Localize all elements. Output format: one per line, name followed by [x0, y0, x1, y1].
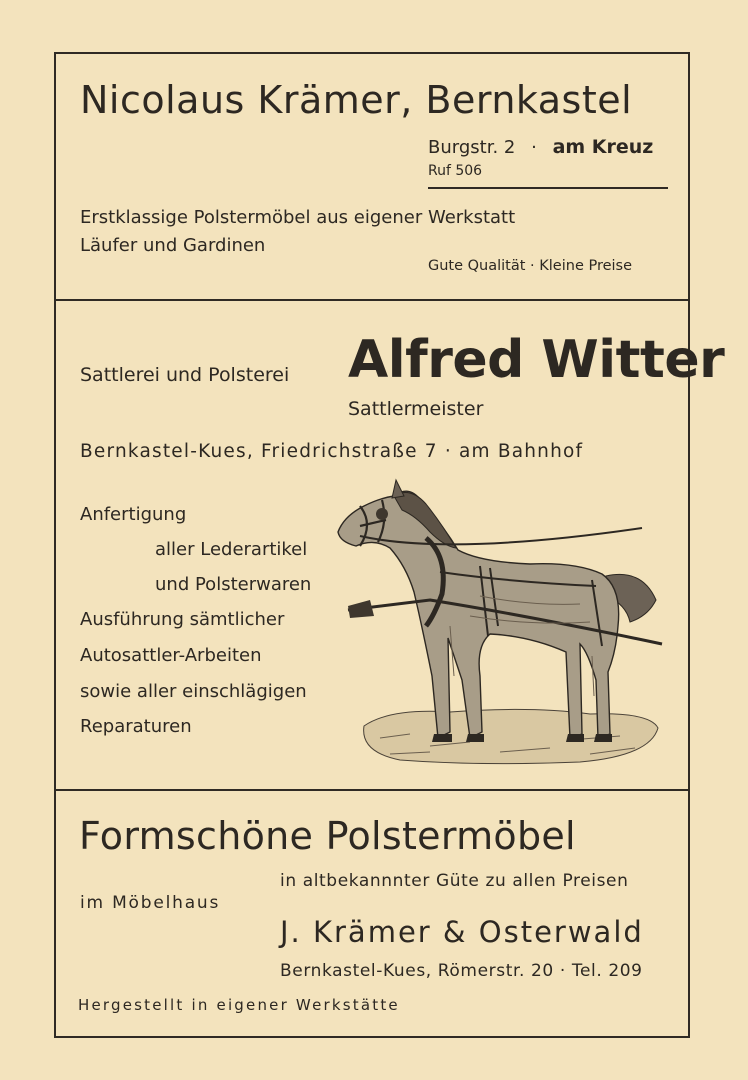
ad2-service-item: Reparaturen — [80, 716, 192, 737]
ad1-line2: Läufer und Gardinen — [80, 235, 266, 256]
harnessed-horse-icon — [330, 476, 670, 768]
ad3-address: Bernkastel-Kues, Römerstr. 20 · Tel. 209 — [280, 961, 643, 981]
ad3-company: J. Krämer & Osterwald — [280, 915, 644, 949]
ad3-made: Hergestellt in eigener Werkstätte — [78, 996, 400, 1014]
ad2-service-item: Anfertigung — [80, 504, 187, 525]
ad2-title: Sattlermeister — [348, 398, 484, 420]
ad2-service-item: Ausführung sämtlicher — [80, 609, 285, 630]
ad1-title: Nicolaus Krämer, Bernkastel — [80, 78, 633, 122]
ad1-slogan: Gute Qualität · Kleine Preise — [428, 258, 633, 274]
ad2-service-item: Autosattler-Arbeiten — [80, 645, 262, 666]
ad2-service-item: sowie aller einschlägigen — [80, 681, 307, 702]
ad2-prefix: Sattlerei und Polsterei — [80, 364, 290, 386]
divider-1 — [56, 299, 690, 301]
ad3-subline: in altbekannnter Güte zu allen Preisen — [280, 871, 629, 891]
ad1-line1: Erstklassige Polstermöbel aus eigener Werkstatt — [80, 207, 516, 228]
ad2-address: Bernkastel-Kues, Friedrichstraße 7 · am Bahnhof — [80, 441, 584, 462]
ad1-phone: Ruf 506 — [428, 163, 483, 179]
ad1-underline — [428, 187, 668, 189]
ad3-im-moebelhaus: im Möbelhaus — [80, 893, 221, 913]
ad1-address-line — [428, 136, 653, 158]
ad1-location: am Kreuz — [552, 136, 654, 158]
ad3-headline: Formschöne Polstermöbel — [79, 814, 576, 858]
divider-2 — [56, 789, 690, 791]
ad2-service-item: und Polsterwaren — [155, 574, 312, 595]
ad2-name: Alfred Witter — [348, 330, 725, 390]
ad1-separator: · — [531, 137, 537, 158]
ad2-service-item: aller Lederartikel — [155, 539, 308, 560]
ad1-street: Burgstr. 2 — [428, 137, 516, 158]
